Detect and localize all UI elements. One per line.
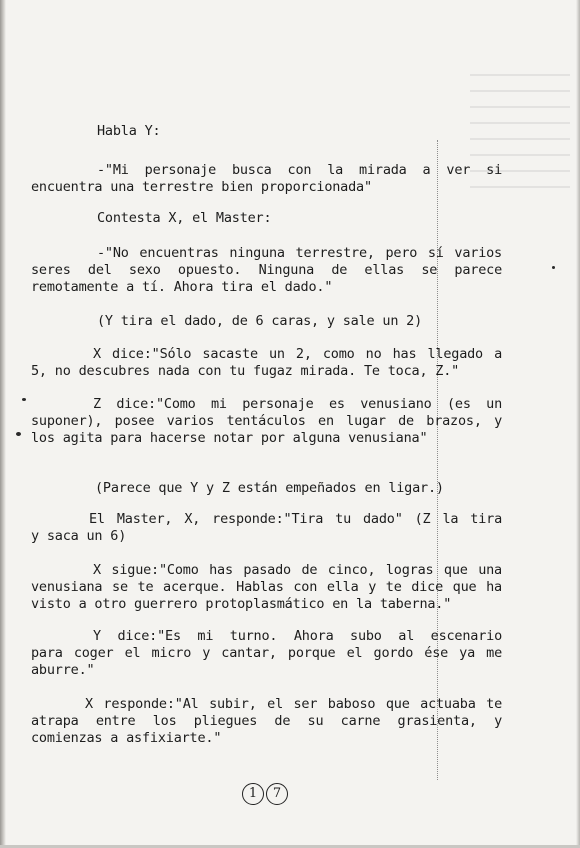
paragraph-1 <box>97 123 568 140</box>
text-line: atrapa entre los pliegues de su carne grasienta, y <box>31 713 502 729</box>
page-fold-line <box>437 140 438 780</box>
paragraph-7 <box>31 396 502 447</box>
text-line: visto a otro guerrero protoplasmático en la taberna." <box>31 596 452 612</box>
text-line: Y dice:"Es mi turno. Ahora subo al escenario <box>93 628 502 644</box>
paragraph-3 <box>97 210 568 227</box>
text-line: para coger el micro y cantar, porque el gordo ése ya me <box>31 645 502 661</box>
page-edge-shadow-right <box>576 0 580 848</box>
text-line: X responde:"Al subir, el ser baboso que actuaba te <box>85 696 502 712</box>
text-line: suponer), posee varios tentáculos en lugar de brazos, y <box>31 413 502 429</box>
paragraph-4 <box>31 245 502 296</box>
page-number <box>242 783 288 805</box>
text-line: remotamente a tí. Ahora tira el dado." <box>31 279 333 295</box>
text-line: El Master, X, responde:"Tira tu dado" (Z la tira <box>89 511 502 527</box>
ink-speck <box>22 398 26 401</box>
text-line: (Parece que Y y Z están empeñados en ligar.) <box>95 480 444 496</box>
text-line: -"Mi personaje busca con la mirada a ver si <box>97 162 502 178</box>
text-line: venusiana se te acerque. Hablas con ella y te dice que ha <box>31 579 502 595</box>
text-line: Habla Y: <box>97 123 161 139</box>
text-line: X dice:"Sólo sacaste un 2, como no has llegado a <box>93 346 502 362</box>
text-line: encuentra una terrestre bien proporcionada" <box>31 179 372 195</box>
text-line: 5, no descubres nada con tu fugaz mirada. Te toca, Z." <box>31 363 460 379</box>
text-line: comienzas a asfixiarte." <box>31 730 222 746</box>
text-line: X sigue:"Como has pasado de cinco, logras que una <box>93 562 502 578</box>
page-number-digit: 7 <box>266 783 288 805</box>
ink-speck <box>552 266 555 269</box>
text-line: Z dice:"Como mi personaje es venusiano (es un <box>93 396 502 412</box>
paragraph-5 <box>97 313 568 330</box>
paragraph-9 <box>31 511 502 545</box>
text-line: -"No encuentras ninguna terrestre, pero sí varios <box>97 245 502 261</box>
paragraph-6 <box>31 346 502 380</box>
text-line: los agita para hacerse notar por alguna venusiana" <box>31 430 428 446</box>
text-line: Contesta X, el Master: <box>97 210 272 226</box>
text-line: aburre." <box>31 662 95 678</box>
text-line: (Y tira el dado, de 6 caras, y sale un 2) <box>97 313 423 329</box>
paragraph-2 <box>31 162 502 196</box>
page-number-digit: 1 <box>242 783 264 805</box>
paragraph-10 <box>31 562 502 613</box>
text-line: seres del sexo opuesto. Ninguna de ellas se parece <box>31 262 502 278</box>
paragraph-12 <box>31 696 502 747</box>
paragraph-8 <box>95 480 566 497</box>
paragraph-11 <box>31 628 502 679</box>
page-edge-shadow <box>0 0 6 848</box>
ink-speck <box>16 432 21 436</box>
text-line: y saca un 6) <box>31 528 127 544</box>
